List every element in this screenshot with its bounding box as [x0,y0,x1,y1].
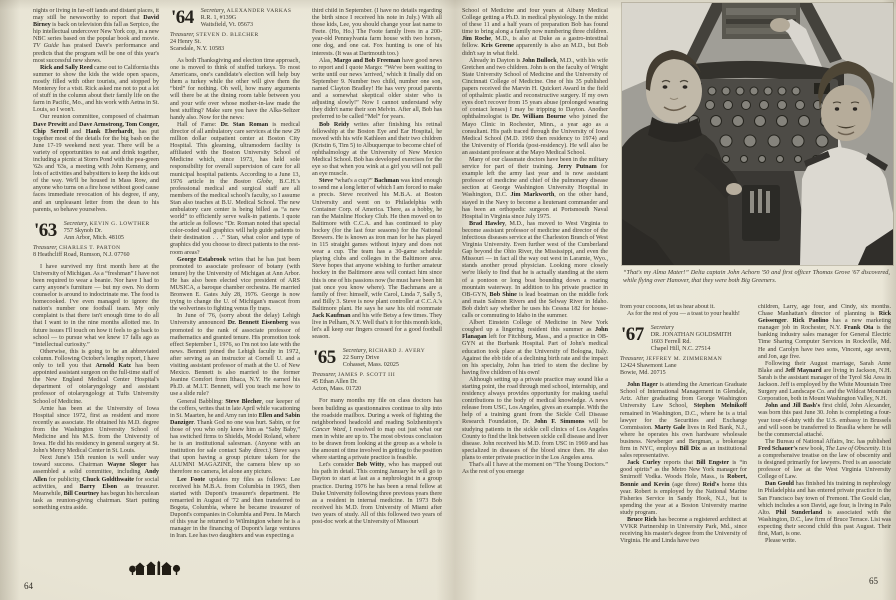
class-year-label: '64 [171,8,194,28]
village-illustration-icon [128,556,182,577]
paragraph: third child in September. (I have no details regarding the birth since I received his note in July.) With all those kids, Lee, you should change your last name to Feete. (Ho, Ho.) The Foote family lives in a 200-year-old Pennsylvania farm house with two horses, one dog, and one cat. Fox hunting is one of his interests. (It was at Dartmouth too.) [312,8,442,57]
paragraph: Bob Reidy writes after finishing his retinal fellowship at the Boston Eye and Ear Hospital, he moved with his wife Kathleen and their two children (Kristin 6, Tim 5) to Albuquerque to become chief of ophthalmology at the University of New Mexico Medical School. Bob has developed exercises for the eye so that when you wink at a girl you will not pull an eye muscle. [312,121,442,178]
text-column-2 [170,8,300,590]
cockpit-photo [622,3,893,265]
paragraph: Our reunion committee, composed of chairman Dave Prewitt and Dave Armstrong, Tom Conger, Chip Serrell and Hank Eberhardt, has put together most of the details for the big bash on the June 17-19 weekend next year. There will be a variety of opportunities to eat and drink together, including a picnic at Storrs Pond with the pea-green '62s and '63s, a meeting with John Kemeny, and lots of activities and babysitters to keep the kids out of the way. We'll be housed in Mass Row, and anyone who turns on a fire hose without good cause faces immediate revocation of his degree, if any, and an unpleasant letter from the dean to his parents, so behave yourselves. [33,114,159,213]
class-section-heading-64 [170,8,300,53]
paragraph: Already in Dayton is John Bullock, M.D., with his wife Gretchen and two children. John is on the faculty of Wright State University School of Medicine and the University of Cincinnati College of Medicine. One of his 35 published papers received the Marvin H. Quickert Award in the field of opthalmic plastic and reconstructive surgery. If my own eyes don't recover from 15 years abuse (prolonged wearing of contact lenses) I may be tripping to Dayton. Another ophthalmologist is Dr. William Bourne who joined the Mayo Clinic in Rochester, Minn., a year ago as a consultant. His path traced through the University of Iowa Medical School (M.D. 1969 then residency to 1974) and the University of Florida (post-residency). He will also be an assistant professor at the Mayo Medical School. [462,57,608,156]
paragraph: Albert Einstein College of Medicine in New York coughed up a lingering resident this summer as John Flanagan left for Fitchburg, Mass., and a practice in OB-GYN at the Burbank Hospital. Part of John's medical education took place at the University of Bologna, Italy. Against the ebb tide of a declining birth rate and the impact on his specialty, John has tried to stem the decline by having five children of his own! [462,320,608,376]
paragraph: Jack Curley reports that Bill Engster is “in good spirits” as the Metro New York manager for Smirnoff Vodka. Woods Hole, Mass., is Robert, Bonnie and Kevin (age three) Reid's home this year. Robert is employed by the National Marine Fisheries Service in Sandy Hook, N.J., but is spending the year at a Boston University marine study program. [620,460,747,516]
paragraph: General Babbling: Steve Blecher, our keeper of the coffers, writes that in late April while vacationing in St. Maarten, he and Amy ran into Ellen and Sabin Danziger. Thank God no one was hurt. Sabin, or for those of you who only knew him as “Saby Baby,” has switched firms to Shields, Model Roland, where he is an institutional salesman. (Anyone with an institution for sale contact Saby direct.) Steve says that upon having a group picture taken for the ALUMNI MAGAZINE, the camera blew up so therefore no camera, let alone any picture. [170,398,300,476]
class-section-heading-67 [620,325,747,377]
cockpit-photo-illustration [622,3,893,265]
paragraph: In June of '76, (sorry about the delay) Lehigh University announced Dr. Bennett Eisenberg was promoted to the rank of associate professor of mathematics and granted tenure. His promotion took effect September 1, 1976, so I'm not too late with the news. Bennett joined the Lehigh faculty in 1972, after serving as an instructor at Cornell U. and a visiting assistant professor of math at the U. of New Mexico. Bennett is also married to the former Jeanine Comfort from Ithaca, N.Y. He earned his Ph.D. at M.I.T. Bennett, will you teach me how to use a slide rule? [170,313,300,398]
treasurer-info: Treasurer, CHARLES T. PARTON 8 Heathcliff Road, Rumson, N.J. 07760 [33,244,130,258]
paragraph: Rick and Sally Reed came out to California this summer to show the kids the wide open spaces, mostly filled with other tourists, and stopped by Monterey for a visit. Rick asked me not to put a lot of stuff in the column about their family life on the farm in Pacific, Mo., and his work with Aetna in St. Louis, so I won't. [33,64,159,114]
secretary-info: Secretary, RICHARD J. AVERY 22 Surry Drive Cohasset, Mass. 02025 [342,348,426,369]
paragraph: The Bureau of National Affairs, Inc. has published Fred Schauer's new book, The Law of Obscenity. It is a comprehensive treatise on the law of obscenity and is designed primarily for lawyers. Fred is an associate professor of law at the West Virginia University College of Law. [758,438,891,481]
paragraph: Hall of Fame: Dr. Stan Roman is medical director of all ambulatory care services at the new 29 million dollar outpatient center at Boston City Hospital. This gleaming, ultramodern facility is affiliated with the Boston University School of Medicine which, since 1973, has held sole responsibility for overall supervision of care for all municipal hospital patients. According to a June 13, 1976 article in the Boston Globe, B.C.H.'s professional medical and surgical staff are all members of the medical school's faculty, so I assume Stan also teaches at B.U. Medical School. The new ambulatory care center is being billed as “a new world” to efficiently serve walk-in patients. I quote the article as follows: “Dr. Roman noted that special color-coded wall graphics will help guide patients to their destination . . .” Stan, what color and type of graphics did you choose to direct patients to the rest-room areas? [170,121,300,256]
paragraph: Many of our classmate doctors have been in the military service for part of their training. Jerry Putnam for example left the army last year and is now assistant professor of medicine and chief of the pulmonary disease section at George Washington University Hospital in Washington, D.C. Jim Markworth, on the other hand, stayed in the Navy to become a lieutenant commander and has been an orthopedic surgeon at Portsmouth Naval Hospital in Virginia since July 1975. [462,156,608,220]
page-number-left: 64 [24,581,33,591]
paragraph: Let's consider Bob Witty, who has mapped out his path in detail. This coming January he will go to Dayton to start at last as a nephrologist in a group practice. During 1976 he has been a renal fellow at Duke University following three previous years there as a resident in internal medicine. In 1973 Bob received his M.D. from University of Miami after two years of study. All of this followed two years of post-doc work at the University of Missouri [312,462,442,525]
paragraph: I have survived my first month here at the University of Michigan. As a “freshman” I have not been required to wear a beanie. Nor have I had to carry anyone's furniture — but my own. No dorm counselor is around to indoctrinate me. The food is homecooked. I've even managed to ignore the nation's number one football team. My only complaint is that there isn't enough time to do all that I want to in the nine months allotted me. In future issues I'll touch on how it feels to go back to school — to pursue what we knew 17 falls ago as “intellectual curiosity.” [33,263,159,348]
secretary-info: Secretary, ALEXANDER VARKAS R.R. 1, #139G Waitsfield, Vt. 05673 [200,8,292,28]
photo-caption: “That's my Alma Mater!” Delta captain John Achorn '50 and first officer Thomas Grove '67 discovered, while flying over Hanover, that they were both Big Greeners. [623,269,890,285]
paragraph: George Estabrook writes that he has just been promoted to associate professor of botany (with tenure) by the University of Michigan at Ann Arbor. He has also been elected vice president of ARS MUSICA, a baroque chamber orchestra. He married Bronwen E. Gates July 28, 1976. George is now trying to change the U. of Michigan's mascot from the wolverines to fighting venus fly traps. [170,256,300,313]
text-column-6 [758,304,891,596]
paragraph: Brad Hawley, M.D., has moved to West Virginia to become assistant professor of medicine and director of the infectious diseases service at the Charleston Branch of West Virginia University. Even further west of the Cumberland Gap beyond the Ohio River, the Mississippi, and even the Missouri — in fact all the way out west in Laramie, Wyo., stands another proud physician. Looking more closely we're likely to find that he is actually standing at the stern of a pontoon or long boat bounding down a roaring mountain waterway. In addition to his private practice in OB-GYN, Bob Shine is lead boatman on the middle fork and main Salmon Rivers and the Selway River in Idaho. Bob didn't say whether he uses his Cessna 182 for house-calls or commuting to Idaho in the summer. [462,220,608,320]
text-column-3 [312,8,442,574]
text-column-5 [620,304,747,596]
paragraph: Dan Gould has finished his training in nephrology in Philadelphia and has entered private practice in the San Francisco bay town of Fremont. The Gould clan, which includes a son David, age four, is living in Palo Alto. Phil Sunderland is associated with the Washington, D.C., law firm of Bruce Terrace. Lisi was expecting their second child this past August. Their first, Mari, is one. [758,481,891,537]
paragraph: from your cocoons, let us hear about it. [620,304,715,310]
paragraph: Arnie has been at the University of Iowa Hospital since 1972, first as resident and more recently as associate. He obtained his M.D. degree from the Washington University School of Medicine and his M.S. from the University of Iowa. He did his residency in general surgery at St. John's Mercy Medical Center in St. Louis. [33,405,159,455]
class-section-heading-65 [312,348,442,393]
paragraph: Steve “what's a cup?” Bachman was kind enough to send me a long letter of which I am forced to make a precis. Steve received his M.B.A. at Boston University and went on to Philadelphia with Container Corp. of America. There, as a hobby, he ran the Mainline Hockey Club. He then moved on to Baltimore with C.C.A. and has continued to play hockey (for the last four seasons) for the National Brewers. He is known as iron man for he has played in 115 straight games without injury and does not wear a cup. The team has a 30-game schedule playing clubs and colleges in the Baltimore area. Steve hopes that anyone wishing to further amateur hockey in the Baltimore area will contact him since this is one of his passions now (he must have been hit just once you know where). The Bachmans are a family of five: himself, wife Carol, Linda 7, Sally 5, and Billy 3. Steve is now plant controller at C.C.A.'s Baltimore plant. He says he saw his old roommate Jack Kaufman and his wife Betsy a few times. They live in Pelham, N.Y. Well that's it for this month kids, let's all keep our fingers crossed for a good football season. [312,178,442,341]
treasurer-info: Treasurer, JAMES P. SCOTT III 45 Ethan Allen Dr. Acton, Mass. 01720 [312,372,396,393]
treasurer-info: Treasurer, JEFFREY M. ZIMMERMAN 12424 Shawmont Lane Bowie, Md. 20715 [620,356,723,377]
paragraph: Otherwise, this is going to be an abbreviated column. Following October's lengthy report, I have only to tell you that Arnold Katz has been appointed assistant surgeon on the full-time staff of the New England Medical Center Hospital's department of otolaryngology and assistant professor of otolaryngology at Tufts University School of Medicine. [33,348,159,405]
paragraph: That's all I have at the moment on “The Young Doctors.” As the rest of you emerge [462,462,608,476]
paragraph: Alas, Margo and Bob Freeman have good news to report and I quote Margo: “We've been waiting to write until our news 'arrived,' which it finally did on September 9. Number two child, number one son, named Clayton Bradley! He has very proud parents and a somewhat skeptical older sister who is adjusting slowly!” Now I cannot understand why they didn't name their son Melvin. After all, Bob has preferred to be called “Mel” for years. [312,57,442,121]
paragraph: School of Medicine and four years at Albany Medical College getting a Ph.D. in medical physiology. In the midst of these 11 and a half years of preparation Bob has found time to bring along a family now numbering three children. Jim Roche, M.D., is also at Duke as a gastro-intestinal fellow. Kris Greene apparently is also an M.D., but Bob didn't say in what field. [462,8,608,57]
paragraph: children, Larry, age four, and Cindy, six months. Chase Manhattan's director of planning is Rick Geissenger. Rick Paolino has a new marketing manager job in Rochester, N.Y. Frank Ota is the banking industry sales manager for General Electric Time Sharing Computer Services in Rockville, Md. He and Carolyn have two sons, Vincent, age seven, and Jon, age five. [758,304,891,360]
paragraph: Next June's 15th reunion is well under way toward success. Chairman Wayne Sloger has assembled a solid committee, including Andy Allen for publicity, Chuck Goldthwaite for social activities, and Barry Elson as treasurer. Meanwhile, Bill Courtney has begun his herculean task as reunion-giving chairman. Start putting something extra aside. [33,455,159,511]
paragraph: Lee Foote updates my files as follows: Lee received his M.B.A. from Columbia in 1965, then started with Dupont's treasurer's department. He remarried in August of '72 and then transferred to Bogota, Columbia, where he became treasurer of Dupont's companies in Columbia and Peru. In March of this year he returned to Wilmington where he is a manager in the financing of Dupont's large ventures in Iran. Lee has two daughters and was expecting a [170,476,300,540]
secretary-info: Secretary, KEVIN G. LOWTHER 757 Skynob Dr. Ann Arbor, Mich. 48105 [63,220,150,241]
paragraph: John Hager is attending the American Graduate School of International Management in Glendale, Ariz. After graduating from George Washington University Law School, Stephen Melnikoff remained in Washington, D.C., where he is a trial lawyer for the Securities and Exchange Commission. Marty Gale lives in Red Bank, N.J., where he operates his own hardware wholesale business. Newberger and Bergman, a brokerage firm in NYC, employs Bill Dix as an institutional sales representative. [620,382,747,460]
class-section-heading-63 [33,221,159,259]
paragraph: As for the rest of you — a toast to your health! [627,311,740,318]
text-column-1 [33,8,159,560]
paragraph: Following their August marriage, Sarah Anne Blake and Jeff Maynard are living in Jackson, N.H. Sarah is the assistant manager of the Tyrol Ski Area in Jackson. Jeff is employed by the White Mountain Tree Surgery and Landscape Co. and the Wildcat Mountain Corporation, both in Mount Washington Valley, N.H. [758,360,891,403]
class-year-label: '63 [34,219,57,241]
text-column-4 [462,8,608,586]
paragraph: Although setting up a private practice may sound like a starting point, the road through med school, internship, and residency always provides opportunity for making useful contributions to the body of medical knowledge. A news release from USC, Los Angeles, gives an example. With the help of a training grant from the Sickle Cell Disease Research Foundation, Dr. John F. Simmons will be studying patients in the sickle cell clinics of Los Angeles County to find the link between sickle cell disease and liver disease. John received his M.D. from USC in 1969 and has specialized in diseases of the blood since then. He also plans to enter private practice in the Los Angeles area. [462,376,608,461]
paragraph: For many months my file on class doctors has been building as questionnaires continue to slip into the roadside mailbox. During a week of fighting the neighborhood headcold and reading Solzhenitsyn's Cancer Ward, I resolved to map out just what our men in white are up to. The most obvious conclusion to be drawn from looking at the group as a whole is the amount of time involved in getting to the position where starting a private practice is feasible. [312,398,442,462]
paragraph: As both Thanksgiving and election time approach, one is moved to think of stuffed turkeys. To most Americans, one's candidate's election will help buy them a turkey while the other will give them the “bird” for nothing. Oh well, how many arguments will there be at the dining room table between you and your wife over whose mother-in-law made the best stuffing? Make sure you have the Alka-Seltzer handy also. Now for the news: [170,58,300,121]
class-year-label: '67 [621,324,644,346]
page-number-right: 65 [869,576,878,586]
secretary-info: Secretary DR. JONATHAN GOLDSMITH 1603 Ferrell Rd. Chapel Hill, N.C. 27514 [650,325,732,353]
paragraph: Bruce Rich has become a registered architect at VVKR Partnership in University Park, Md., since receiving his master's degree from the University of Virginia. He and Linda have two [620,516,747,545]
paragraph: John and Jill Bash's first child, John Alexander, was born this past June 30. John is completing a four-year tour-of-duty with the U.S. embassy in Brussels and will soon be transferred to Brasilia where he will be the commercial attaché. [758,403,891,438]
paragraph: Please write. [765,538,797,545]
class-year-label: '65 [313,347,336,369]
treasurer-info: Treasurer, STEVEN D. BLECHER 24 Henry St. Scarsdale, N.Y. 10583 [170,32,259,52]
paragraph: nights or living in far-off lands and distant places, it may still be newsworthy to report that David Birney is back on television this fall as Serpico, the hip intellectual undercover New York cop, in a new NBC series based on the popular book and movie. TV Guide has praised Dave's performance and predicts that the program will be one of this year's most successful new shows. [33,8,159,64]
